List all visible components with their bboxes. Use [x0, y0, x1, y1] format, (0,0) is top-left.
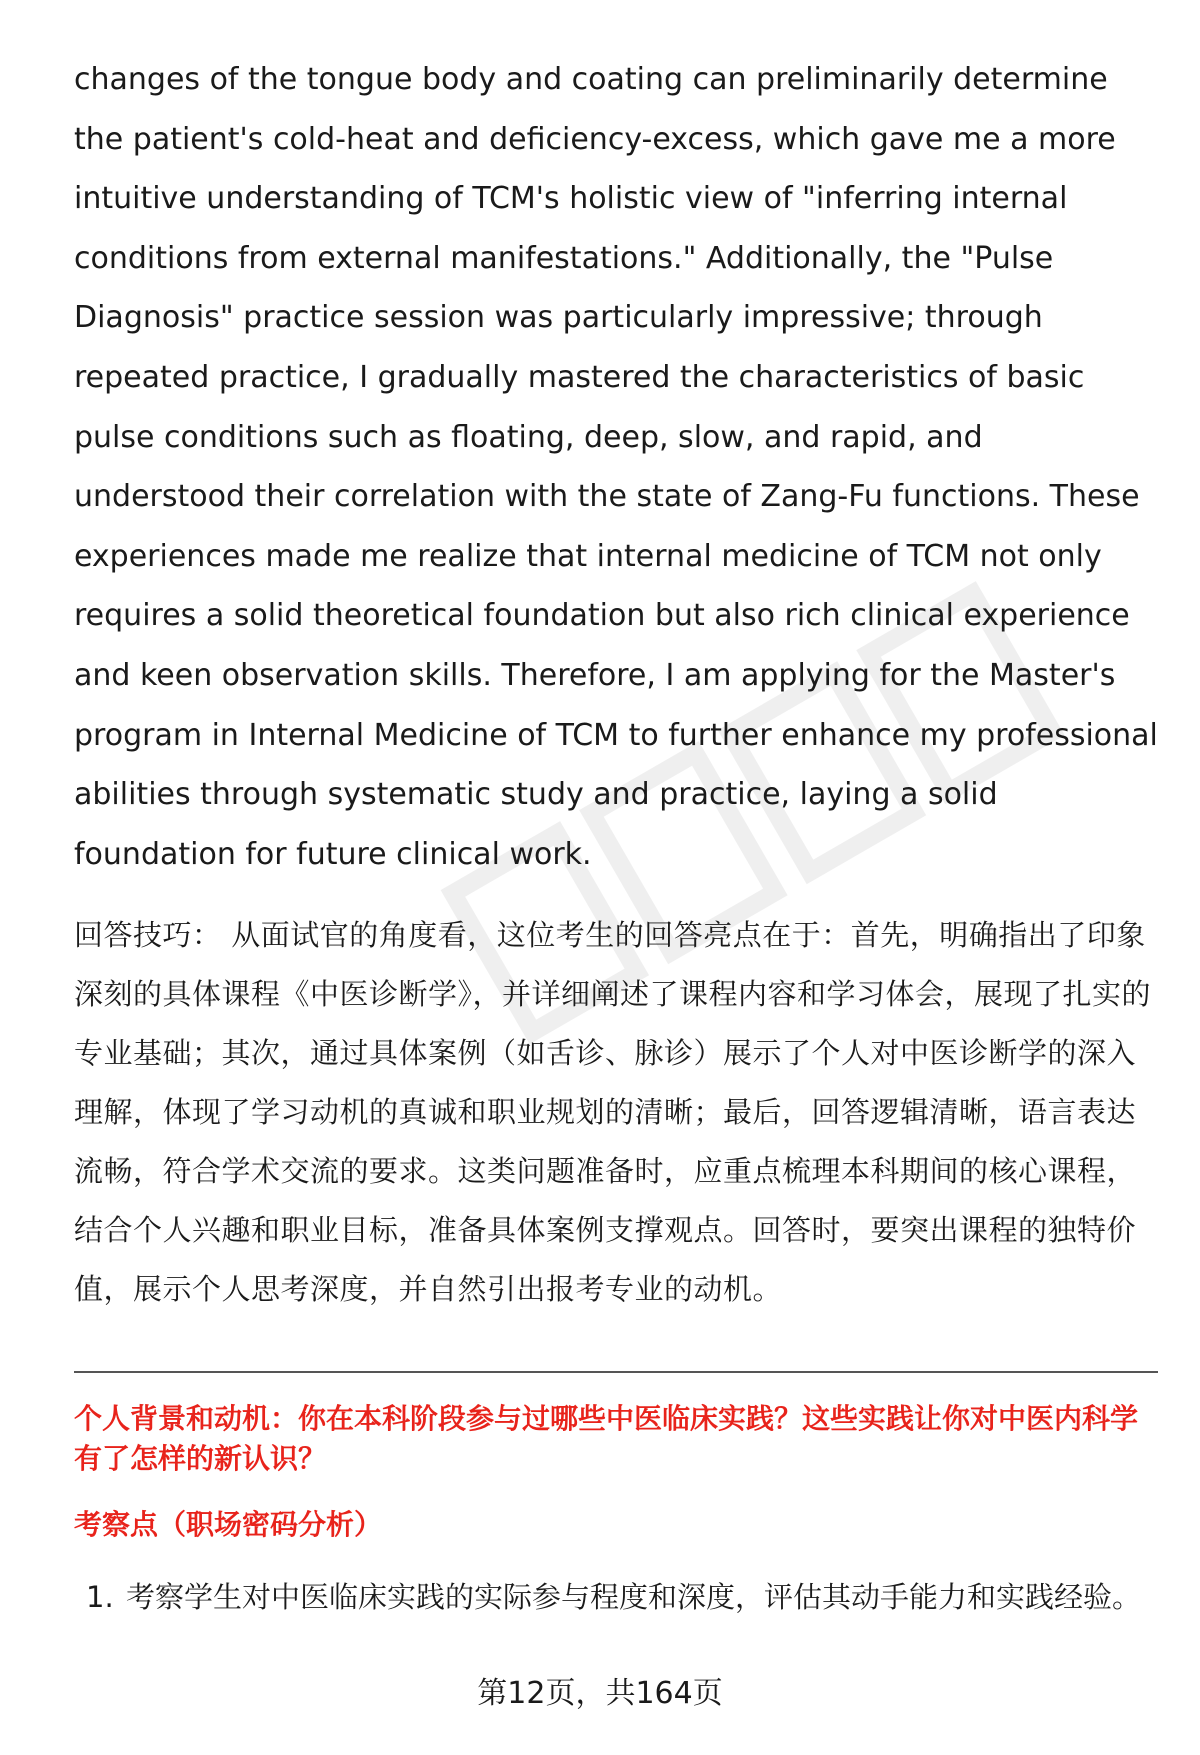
document-page: [74, 50, 1158, 1627]
assessment-heading: 考察点（职场密码分析）: [74, 1508, 383, 1542]
english-answer-paragraph: changes of the tongue body and coating can preliminarily determine the patient's cold-heat and deficiency-excess, which gave me a more intuitive understanding of TCM's holistic view of "inferring internal conditions from external manifestations." Additionally, the "Pulse Diagnosis" practice session was particularly impressive; through repeated practice, I gradually mastered the characteristics of basic pulse conditions such as floating, deep, slow, and rapid, and understood their correlation with the state of Zang-Fu functions. These experiences made me realize that internal medicine of TCM not only requires a solid theoretical foundation but also rich clinical experience and keen observation skills. Therefore, I am applying for the Master's program in Internal Medicine of TCM to further enhance my professional abilities through systematic study and practice, laying a solid foundation for future clinical work.: [74, 62, 1158, 872]
page-number-footer: 第12页，共164页: [477, 1676, 723, 1711]
section-divider: [74, 1371, 1158, 1373]
list-item-number: 1.: [86, 1580, 114, 1615]
list-item: [74, 1567, 1158, 1627]
question-heading: 个人背景和动机：你在本科阶段参与过哪些中医临床实践？这些实践让你对中医内科学有了怎样的新认识？: [74, 1402, 1139, 1476]
answer-tips-paragraph: 回答技巧： 从面试官的角度看，这位考生的回答亮点在于：首先，明确指出了印象深刻的具体课程《中医诊断学》，并详细阐述了课程内容和学习体会，展现了扎实的专业基础；其次，通过具体案例（如舌诊、脉诊）展示了个人对中医诊断学的深入理解，体现了学习动机的真诚和职业规划的清晰；最后，回答逻辑清晰，语言表达流畅，符合学术交流的要求。这类问题准备时，应重点梳理本科期间的核心课程，结合个人兴趣和职业目标，准备具体案例支撑观点。回答时，要突出课程的独特价值，展示个人思考深度，并自然引出报考专业的动机。: [74, 918, 1152, 1307]
list-item-text: 考察学生对中医临床实践的实际参与程度和深度，评估其动手能力和实践经验。: [126, 1580, 1142, 1615]
assessment-point-list: [74, 1567, 1158, 1627]
